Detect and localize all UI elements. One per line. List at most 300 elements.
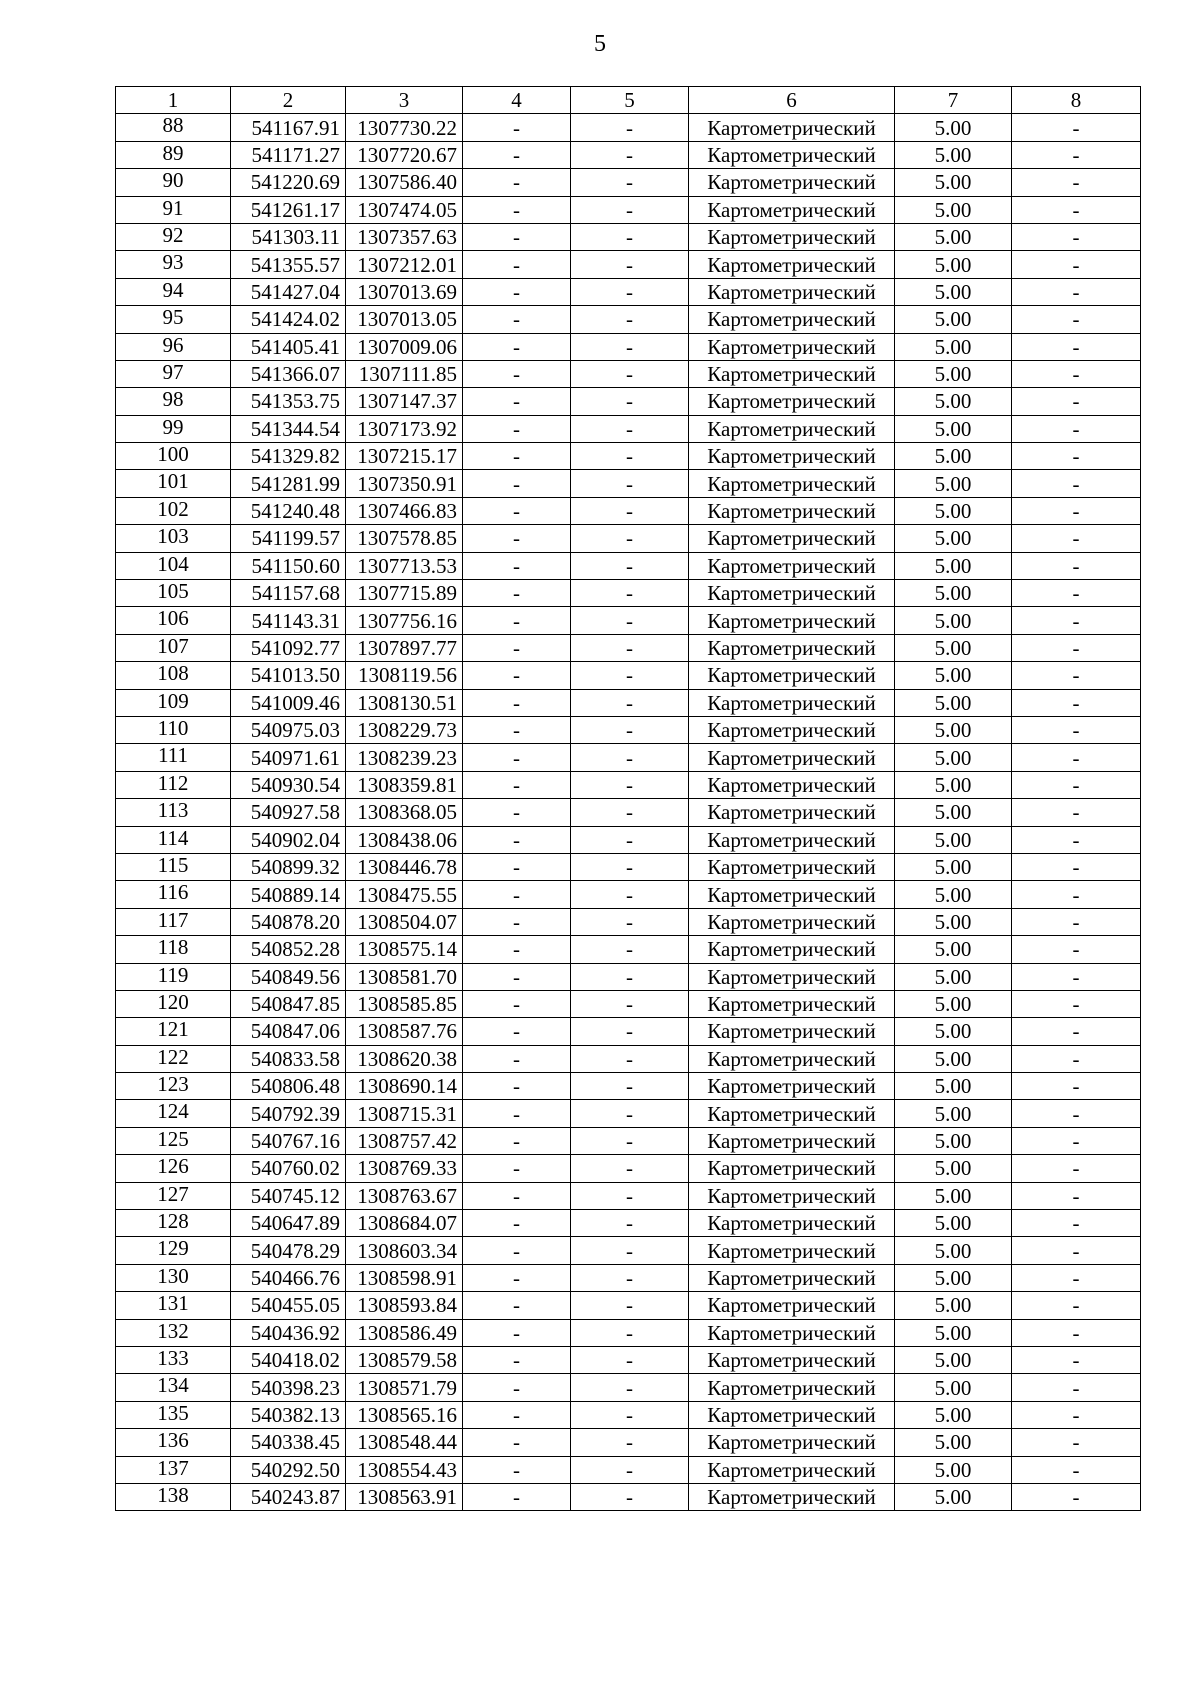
col8-cell: - — [1012, 1073, 1141, 1100]
col4-cell: - — [463, 771, 571, 798]
col5-cell: - — [571, 333, 689, 360]
accuracy-cell: 5.00 — [895, 278, 1012, 305]
point-number-cell: 127 — [116, 1182, 231, 1209]
method-cell: Картометрический — [689, 415, 895, 442]
point-number-cell: 126 — [116, 1155, 231, 1182]
col5-cell: - — [571, 689, 689, 716]
y-coordinate-cell: 1308475.55 — [346, 881, 463, 908]
col5-cell: - — [571, 470, 689, 497]
col5-cell: - — [571, 1401, 689, 1428]
x-coordinate-cell: 540767.16 — [231, 1127, 346, 1154]
accuracy-cell: 5.00 — [895, 1429, 1012, 1456]
col5-cell: - — [571, 799, 689, 826]
x-coordinate-cell: 541405.41 — [231, 333, 346, 360]
table-row — [116, 306, 1141, 333]
table-row — [116, 689, 1141, 716]
table-row — [116, 990, 1141, 1017]
accuracy-cell: 5.00 — [895, 1127, 1012, 1154]
point-number-cell: 101 — [116, 470, 231, 497]
table-row — [116, 799, 1141, 826]
table-row — [116, 415, 1141, 442]
method-cell: Картометрический — [689, 497, 895, 524]
y-coordinate-cell: 1307756.16 — [346, 607, 463, 634]
table-row — [116, 771, 1141, 798]
accuracy-cell: 5.00 — [895, 1100, 1012, 1127]
y-coordinate-cell: 1307466.83 — [346, 497, 463, 524]
accuracy-cell: 5.00 — [895, 826, 1012, 853]
col8-cell: - — [1012, 196, 1141, 223]
col4-cell: - — [463, 580, 571, 607]
col4-cell: - — [463, 936, 571, 963]
x-coordinate-cell: 540466.76 — [231, 1264, 346, 1291]
point-number-cell: 128 — [116, 1210, 231, 1237]
accuracy-cell: 5.00 — [895, 223, 1012, 250]
y-coordinate-cell: 1307720.67 — [346, 141, 463, 168]
table-row — [116, 1182, 1141, 1209]
point-number-cell: 88 — [116, 114, 231, 141]
method-cell: Картометрический — [689, 552, 895, 579]
col5-cell: - — [571, 716, 689, 743]
accuracy-cell: 5.00 — [895, 1237, 1012, 1264]
col5-cell: - — [571, 443, 689, 470]
y-coordinate-cell: 1308581.70 — [346, 963, 463, 990]
table-row — [116, 1100, 1141, 1127]
method-cell: Картометрический — [689, 251, 895, 278]
col4-cell: - — [463, 662, 571, 689]
point-number-cell: 133 — [116, 1346, 231, 1373]
accuracy-cell: 5.00 — [895, 881, 1012, 908]
y-coordinate-cell: 1308575.14 — [346, 936, 463, 963]
col5-cell: - — [571, 1374, 689, 1401]
method-cell: Картометрический — [689, 1401, 895, 1428]
x-coordinate-cell: 540806.48 — [231, 1073, 346, 1100]
col4-cell: - — [463, 1045, 571, 1072]
table-row — [116, 1073, 1141, 1100]
point-number-cell: 89 — [116, 141, 231, 168]
y-coordinate-cell: 1308585.85 — [346, 990, 463, 1017]
accuracy-cell: 5.00 — [895, 1018, 1012, 1045]
accuracy-cell: 5.00 — [895, 990, 1012, 1017]
header-cell: 7 — [895, 87, 1012, 114]
y-coordinate-cell: 1308757.42 — [346, 1127, 463, 1154]
col8-cell: - — [1012, 634, 1141, 661]
x-coordinate-cell: 541366.07 — [231, 360, 346, 387]
header-cell: 1 — [116, 87, 231, 114]
x-coordinate-cell: 540878.20 — [231, 908, 346, 935]
point-number-cell: 91 — [116, 196, 231, 223]
accuracy-cell: 5.00 — [895, 1182, 1012, 1209]
y-coordinate-cell: 1307147.37 — [346, 388, 463, 415]
col8-cell: - — [1012, 1210, 1141, 1237]
table-row — [116, 744, 1141, 771]
col4-cell: - — [463, 470, 571, 497]
y-coordinate-cell: 1308554.43 — [346, 1456, 463, 1483]
col4-cell: - — [463, 1483, 571, 1510]
x-coordinate-cell: 541009.46 — [231, 689, 346, 716]
method-cell: Картометрический — [689, 1127, 895, 1154]
col8-cell: - — [1012, 1264, 1141, 1291]
col5-cell: - — [571, 251, 689, 278]
accuracy-cell: 5.00 — [895, 853, 1012, 880]
col8-cell: - — [1012, 360, 1141, 387]
col5-cell: - — [571, 881, 689, 908]
col8-cell: - — [1012, 744, 1141, 771]
x-coordinate-cell: 541171.27 — [231, 141, 346, 168]
method-cell: Картометрический — [689, 1346, 895, 1373]
col5-cell: - — [571, 525, 689, 552]
table-row — [116, 443, 1141, 470]
method-cell: Картометрический — [689, 1374, 895, 1401]
x-coordinate-cell: 540382.13 — [231, 1401, 346, 1428]
table-row — [116, 963, 1141, 990]
accuracy-cell: 5.00 — [895, 525, 1012, 552]
col8-cell: - — [1012, 1401, 1141, 1428]
col4-cell: - — [463, 990, 571, 1017]
point-number-cell: 90 — [116, 169, 231, 196]
method-cell: Картометрический — [689, 169, 895, 196]
x-coordinate-cell: 541303.11 — [231, 223, 346, 250]
col4-cell: - — [463, 169, 571, 196]
y-coordinate-cell: 1308565.16 — [346, 1401, 463, 1428]
x-coordinate-cell: 541199.57 — [231, 525, 346, 552]
y-coordinate-cell: 1307009.06 — [346, 333, 463, 360]
point-number-cell: 138 — [116, 1483, 231, 1510]
point-number-cell: 107 — [116, 634, 231, 661]
point-number-cell: 114 — [116, 826, 231, 853]
method-cell: Картометрический — [689, 881, 895, 908]
y-coordinate-cell: 1308579.58 — [346, 1346, 463, 1373]
table-row — [116, 1401, 1141, 1428]
x-coordinate-cell: 540418.02 — [231, 1346, 346, 1373]
col4-cell: - — [463, 689, 571, 716]
y-coordinate-cell: 1308587.76 — [346, 1018, 463, 1045]
table-row — [116, 936, 1141, 963]
y-coordinate-cell: 1307013.69 — [346, 278, 463, 305]
col4-cell: - — [463, 306, 571, 333]
table-row — [116, 114, 1141, 141]
col4-cell: - — [463, 799, 571, 826]
x-coordinate-cell: 541157.68 — [231, 580, 346, 607]
point-number-cell: 93 — [116, 251, 231, 278]
x-coordinate-cell: 541167.91 — [231, 114, 346, 141]
y-coordinate-cell: 1307586.40 — [346, 169, 463, 196]
col4-cell: - — [463, 744, 571, 771]
y-coordinate-cell: 1307111.85 — [346, 360, 463, 387]
x-coordinate-cell: 540833.58 — [231, 1045, 346, 1072]
y-coordinate-cell: 1307212.01 — [346, 251, 463, 278]
table-row — [116, 1210, 1141, 1237]
col5-cell: - — [571, 1073, 689, 1100]
x-coordinate-cell: 540971.61 — [231, 744, 346, 771]
accuracy-cell: 5.00 — [895, 360, 1012, 387]
col8-cell: - — [1012, 470, 1141, 497]
x-coordinate-cell: 541344.54 — [231, 415, 346, 442]
x-coordinate-cell: 540975.03 — [231, 716, 346, 743]
col8-cell: - — [1012, 223, 1141, 250]
point-number-cell: 137 — [116, 1456, 231, 1483]
point-number-cell: 94 — [116, 278, 231, 305]
point-number-cell: 111 — [116, 744, 231, 771]
col8-cell: - — [1012, 1483, 1141, 1510]
accuracy-cell: 5.00 — [895, 580, 1012, 607]
col5-cell: - — [571, 853, 689, 880]
point-number-cell: 96 — [116, 333, 231, 360]
accuracy-cell: 5.00 — [895, 634, 1012, 661]
col5-cell: - — [571, 634, 689, 661]
col4-cell: - — [463, 853, 571, 880]
accuracy-cell: 5.00 — [895, 415, 1012, 442]
col4-cell: - — [463, 1182, 571, 1209]
col8-cell: - — [1012, 415, 1141, 442]
accuracy-cell: 5.00 — [895, 1401, 1012, 1428]
col4-cell: - — [463, 196, 571, 223]
col8-cell: - — [1012, 306, 1141, 333]
col5-cell: - — [571, 223, 689, 250]
y-coordinate-cell: 1307173.92 — [346, 415, 463, 442]
accuracy-cell: 5.00 — [895, 744, 1012, 771]
col8-cell: - — [1012, 497, 1141, 524]
table-row — [116, 662, 1141, 689]
col4-cell: - — [463, 552, 571, 579]
point-number-cell: 117 — [116, 908, 231, 935]
y-coordinate-cell: 1307578.85 — [346, 525, 463, 552]
col5-cell: - — [571, 1237, 689, 1264]
accuracy-cell: 5.00 — [895, 1374, 1012, 1401]
point-number-cell: 135 — [116, 1401, 231, 1428]
table-row — [116, 141, 1141, 168]
col4-cell: - — [463, 141, 571, 168]
col4-cell: - — [463, 1127, 571, 1154]
accuracy-cell: 5.00 — [895, 497, 1012, 524]
point-number-cell: 129 — [116, 1237, 231, 1264]
method-cell: Картометрический — [689, 853, 895, 880]
method-cell: Картометрический — [689, 580, 895, 607]
col8-cell: - — [1012, 114, 1141, 141]
accuracy-cell: 5.00 — [895, 716, 1012, 743]
method-cell: Картометрический — [689, 360, 895, 387]
point-number-cell: 104 — [116, 552, 231, 579]
x-coordinate-cell: 541427.04 — [231, 278, 346, 305]
col8-cell: - — [1012, 1018, 1141, 1045]
col8-cell: - — [1012, 169, 1141, 196]
table-body — [116, 114, 1141, 1511]
col4-cell: - — [463, 1401, 571, 1428]
method-cell: Картометрический — [689, 826, 895, 853]
col5-cell: - — [571, 114, 689, 141]
accuracy-cell: 5.00 — [895, 799, 1012, 826]
point-number-cell: 112 — [116, 771, 231, 798]
method-cell: Картометрический — [689, 1319, 895, 1346]
col8-cell: - — [1012, 607, 1141, 634]
y-coordinate-cell: 1308715.31 — [346, 1100, 463, 1127]
point-number-cell: 122 — [116, 1045, 231, 1072]
method-cell: Картометрический — [689, 689, 895, 716]
col5-cell: - — [571, 388, 689, 415]
x-coordinate-cell: 540930.54 — [231, 771, 346, 798]
accuracy-cell: 5.00 — [895, 1073, 1012, 1100]
point-number-cell: 110 — [116, 716, 231, 743]
col8-cell: - — [1012, 853, 1141, 880]
col4-cell: - — [463, 963, 571, 990]
point-number-cell: 109 — [116, 689, 231, 716]
table-row — [116, 360, 1141, 387]
header-cell: 3 — [346, 87, 463, 114]
method-cell: Картометрический — [689, 1182, 895, 1209]
table-row — [116, 1374, 1141, 1401]
col5-cell: - — [571, 169, 689, 196]
y-coordinate-cell: 1308229.73 — [346, 716, 463, 743]
col4-cell: - — [463, 1292, 571, 1319]
y-coordinate-cell: 1308359.81 — [346, 771, 463, 798]
y-coordinate-cell: 1308684.07 — [346, 1210, 463, 1237]
method-cell: Картометрический — [689, 1429, 895, 1456]
table-row — [116, 853, 1141, 880]
col4-cell: - — [463, 1018, 571, 1045]
x-coordinate-cell: 540847.85 — [231, 990, 346, 1017]
col8-cell: - — [1012, 771, 1141, 798]
col5-cell: - — [571, 1127, 689, 1154]
x-coordinate-cell: 541355.57 — [231, 251, 346, 278]
col5-cell: - — [571, 1429, 689, 1456]
method-cell: Картометрический — [689, 196, 895, 223]
table-row — [116, 278, 1141, 305]
accuracy-cell: 5.00 — [895, 333, 1012, 360]
col4-cell: - — [463, 388, 571, 415]
x-coordinate-cell: 541261.17 — [231, 196, 346, 223]
y-coordinate-cell: 1307357.63 — [346, 223, 463, 250]
y-coordinate-cell: 1308763.67 — [346, 1182, 463, 1209]
method-cell: Картометрический — [689, 306, 895, 333]
x-coordinate-cell: 540455.05 — [231, 1292, 346, 1319]
table-row — [116, 1237, 1141, 1264]
col5-cell: - — [571, 607, 689, 634]
col8-cell: - — [1012, 1155, 1141, 1182]
table-row — [116, 169, 1141, 196]
table-row — [116, 333, 1141, 360]
x-coordinate-cell: 541240.48 — [231, 497, 346, 524]
col5-cell: - — [571, 963, 689, 990]
col5-cell: - — [571, 936, 689, 963]
point-number-cell: 113 — [116, 799, 231, 826]
table-row — [116, 196, 1141, 223]
y-coordinate-cell: 1308603.34 — [346, 1237, 463, 1264]
y-coordinate-cell: 1307215.17 — [346, 443, 463, 470]
col4-cell: - — [463, 1100, 571, 1127]
table-row — [116, 1456, 1141, 1483]
col4-cell: - — [463, 333, 571, 360]
col4-cell: - — [463, 1264, 571, 1291]
method-cell: Картометрический — [689, 141, 895, 168]
col4-cell: - — [463, 826, 571, 853]
accuracy-cell: 5.00 — [895, 443, 1012, 470]
col5-cell: - — [571, 415, 689, 442]
y-coordinate-cell: 1307713.53 — [346, 552, 463, 579]
point-number-cell: 108 — [116, 662, 231, 689]
col8-cell: - — [1012, 333, 1141, 360]
header-cell: 6 — [689, 87, 895, 114]
method-cell: Картометрический — [689, 1045, 895, 1072]
accuracy-cell: 5.00 — [895, 908, 1012, 935]
x-coordinate-cell: 540292.50 — [231, 1456, 346, 1483]
col4-cell: - — [463, 1429, 571, 1456]
col8-cell: - — [1012, 936, 1141, 963]
x-coordinate-cell: 540902.04 — [231, 826, 346, 853]
col5-cell: - — [571, 744, 689, 771]
x-coordinate-cell: 540647.89 — [231, 1210, 346, 1237]
y-coordinate-cell: 1308446.78 — [346, 853, 463, 880]
col8-cell: - — [1012, 1127, 1141, 1154]
table-row — [116, 552, 1141, 579]
col5-cell: - — [571, 360, 689, 387]
point-number-cell: 102 — [116, 497, 231, 524]
y-coordinate-cell: 1308690.14 — [346, 1073, 463, 1100]
y-coordinate-cell: 1307013.05 — [346, 306, 463, 333]
table-row — [116, 251, 1141, 278]
table-row — [116, 1319, 1141, 1346]
col8-cell: - — [1012, 1374, 1141, 1401]
method-cell: Картометрический — [689, 333, 895, 360]
col5-cell: - — [571, 552, 689, 579]
point-number-cell: 134 — [116, 1374, 231, 1401]
table-row — [116, 223, 1141, 250]
point-number-cell: 121 — [116, 1018, 231, 1045]
x-coordinate-cell: 541281.99 — [231, 470, 346, 497]
col4-cell: - — [463, 881, 571, 908]
table-row — [116, 1045, 1141, 1072]
col5-cell: - — [571, 278, 689, 305]
point-number-cell: 103 — [116, 525, 231, 552]
col8-cell: - — [1012, 826, 1141, 853]
col4-cell: - — [463, 223, 571, 250]
col8-cell: - — [1012, 552, 1141, 579]
point-number-cell: 115 — [116, 853, 231, 880]
method-cell: Картометрический — [689, 443, 895, 470]
col5-cell: - — [571, 662, 689, 689]
table-row — [116, 1018, 1141, 1045]
col8-cell: - — [1012, 1045, 1141, 1072]
col5-cell: - — [571, 1483, 689, 1510]
point-number-cell: 125 — [116, 1127, 231, 1154]
accuracy-cell: 5.00 — [895, 936, 1012, 963]
method-cell: Картометрический — [689, 662, 895, 689]
y-coordinate-cell: 1308368.05 — [346, 799, 463, 826]
col8-cell: - — [1012, 1100, 1141, 1127]
col5-cell: - — [571, 1346, 689, 1373]
x-coordinate-cell: 541220.69 — [231, 169, 346, 196]
y-coordinate-cell: 1308504.07 — [346, 908, 463, 935]
method-cell: Картометрический — [689, 388, 895, 415]
header-cell: 8 — [1012, 87, 1141, 114]
method-cell: Картометрический — [689, 1456, 895, 1483]
x-coordinate-cell: 540760.02 — [231, 1155, 346, 1182]
accuracy-cell: 5.00 — [895, 1456, 1012, 1483]
point-number-cell: 100 — [116, 443, 231, 470]
x-coordinate-cell: 540847.06 — [231, 1018, 346, 1045]
method-cell: Картометрический — [689, 1210, 895, 1237]
table-row — [116, 1292, 1141, 1319]
y-coordinate-cell: 1308593.84 — [346, 1292, 463, 1319]
point-number-cell: 116 — [116, 881, 231, 908]
col4-cell: - — [463, 443, 571, 470]
y-coordinate-cell: 1308438.06 — [346, 826, 463, 853]
col5-cell: - — [571, 1319, 689, 1346]
table-row — [116, 607, 1141, 634]
col8-cell: - — [1012, 1346, 1141, 1373]
col4-cell: - — [463, 716, 571, 743]
col8-cell: - — [1012, 662, 1141, 689]
method-cell: Картометрический — [689, 607, 895, 634]
col8-cell: - — [1012, 1456, 1141, 1483]
